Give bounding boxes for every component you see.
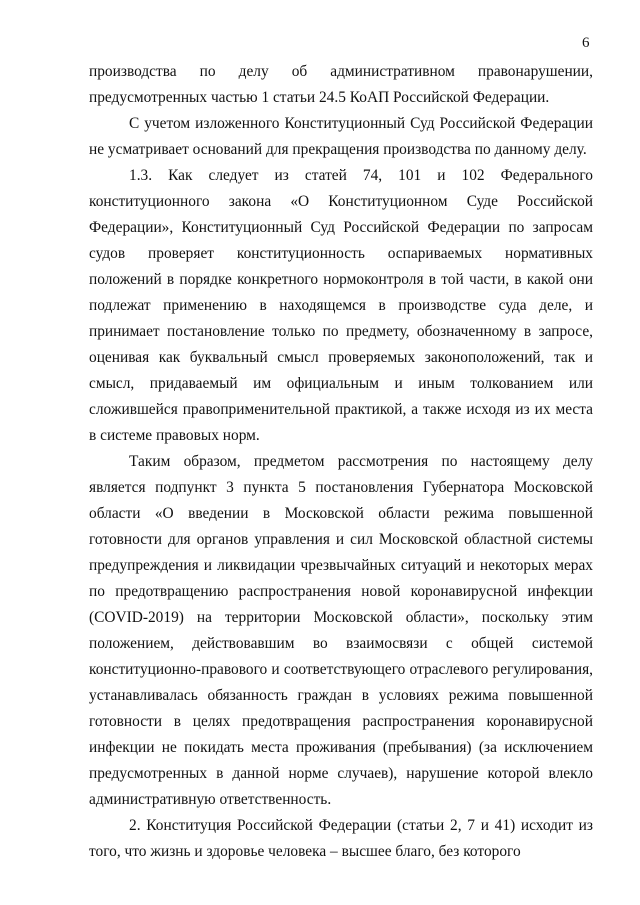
document-body: [89, 59, 593, 865]
page-number: 6: [582, 35, 590, 51]
paragraph-2: С учетом изложенного Конституционный Суд Российской Федерации не усматривает оснований для прекращения производства по данному делу.: [89, 115, 593, 158]
paragraph-5: 2. Конституция Российской Федерации (статьи 2, 7 и 41) исходит из того, что жизнь и здоровье человека – высшее благо, без которого: [89, 817, 593, 860]
paragraph-1: производства по делу об административном правонарушении, предусмотренных частью 1 статьи 24.5 КоАП Российской Федерации.: [89, 63, 593, 106]
paragraph-3: 1.3. Как следует из статей 74, 101 и 102 Федерального конституционного закона «О Конституционном Суде Российской Федерации», Конституционный Суд Российской Федерации по запросам судов проверяет конституционность оспариваемых нормативных положений в порядке конкретного нормоконтроля в той части, в какой они подлежат применению в находящемся в производстве суда деле, и принимает постановление только по предмету, обозначенному в запросе, оценивая как буквальный смысл проверяемых законоположений, так и смысл, придаваемый им официальным и иным толкованием или сложившейся правоприменительной практикой, а также исходя из их места в системе правовых норм.: [89, 167, 593, 444]
paragraph-4: Таким образом, предметом рассмотрения по настоящему делу является подпункт 3 пункта 5 постановления Губернатора Московской области «О введении в Московской области режима повышенной готовности для органов управления и сил Московской областной системы предупреждения и ликвидации чрезвычайных ситуаций и некоторых мерах по предотвращению распространения новой коронавирусной инфекции (COVID-2019) на территории Московской области», поскольку этим положением, действовавшим во взаимосвязи с общей системой конституционно-правового и соответствующего отраслевого регулирования, устанавливалась обязанность граждан в условиях режима повышенной готовности в целях предотвращения распространения коронавирусной инфекции не покидать места проживания (пребывания) (за исключением предусмотренных в данной норме случаев), нарушение которой влекло административную ответственность.: [89, 453, 593, 808]
